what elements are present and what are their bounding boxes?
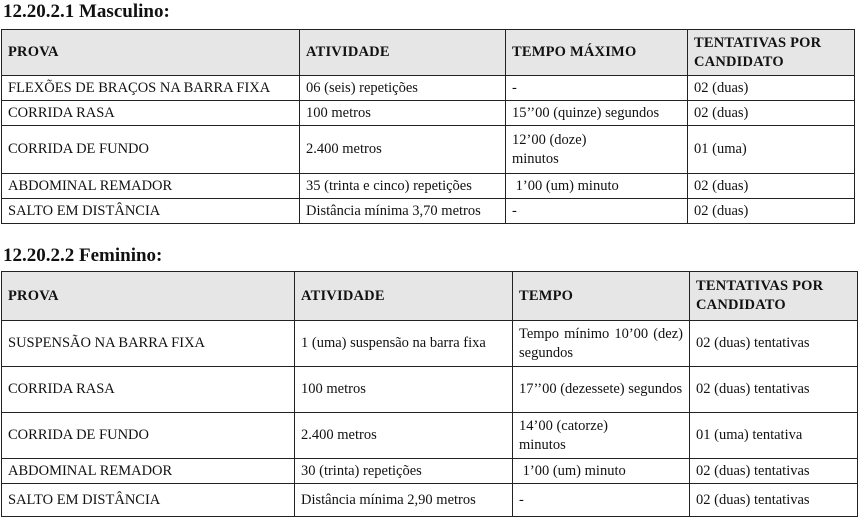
cell-tentativas: 01 (uma) [688, 126, 855, 174]
cell-atividade: 100 metros [295, 367, 513, 413]
cell-atividade: 100 metros [300, 101, 506, 126]
cell-prova: CORRIDA DE FUNDO [2, 126, 300, 174]
table-row [2, 484, 858, 517]
cell-prova: FLEXÕES DE BRAÇOS NA BARRA FIXA [2, 76, 300, 101]
cell-prova: ABDOMINAL REMADOR [2, 459, 295, 484]
table-row [2, 126, 855, 174]
cell-tempo: - [506, 76, 688, 101]
cell-prova: SUSPENSÃO NA BARRA FIXA [2, 321, 295, 367]
table-row [2, 459, 858, 484]
table-feminino [1, 271, 858, 517]
cell-atividade: 2.400 metros [295, 413, 513, 459]
cell-atividade: 1 (uma) suspensão na barra fixa [295, 321, 513, 367]
cell-tentativas: 01 (uma) tentativa [690, 413, 858, 459]
cell-tentativas: 02 (duas) [688, 199, 855, 224]
header-tentativas: TENTATIVAS POR CANDIDATO [690, 272, 858, 321]
cell-prova: CORRIDA RASA [2, 101, 300, 126]
cell-prova: SALTO EM DISTÂNCIA [2, 484, 295, 517]
cell-tentativas: 02 (duas) tentativas [690, 484, 858, 517]
table-header-row [2, 30, 855, 76]
cell-atividade: 2.400 metros [300, 126, 506, 174]
cell-tempo: - [513, 484, 690, 517]
cell-tentativas: 02 (duas) [688, 101, 855, 126]
cell-tempo: 1’00 (um) minuto [513, 459, 690, 484]
cell-tentativas: 02 (duas) tentativas [690, 367, 858, 413]
cell-prova: SALTO EM DISTÂNCIA [2, 199, 300, 224]
cell-atividade: Distância mínima 2,90 metros [295, 484, 513, 517]
table-row [2, 76, 855, 101]
cell-prova: ABDOMINAL REMADOR [2, 174, 300, 199]
cell-tempo: - [506, 199, 688, 224]
cell-tempo: 1’00 (um) minuto [506, 174, 688, 199]
cell-atividade: 30 (trinta) repetições [295, 459, 513, 484]
cell-tentativas: 02 (duas) tentativas [690, 459, 858, 484]
header-atividade: ATIVIDADE [300, 30, 506, 76]
cell-tentativas: 02 (duas) [688, 174, 855, 199]
cell-atividade: Distância mínima 3,70 metros [300, 199, 506, 224]
cell-tempo: 17’’00 (dezessete) segundos [513, 367, 690, 413]
cell-tempo: 15’’00 (quinze) segundos [506, 101, 688, 126]
table-row [2, 101, 855, 126]
table-row [2, 321, 858, 367]
header-tempo: TEMPO [513, 272, 690, 321]
header-tempo-maximo: TEMPO MÁXIMO [506, 30, 688, 76]
table-row [2, 174, 855, 199]
header-tentativas: TENTATIVAS POR CANDIDATO [688, 30, 855, 76]
cell-tentativas: 02 (duas) [688, 76, 855, 101]
cell-prova: CORRIDA DE FUNDO [2, 413, 295, 459]
header-atividade: ATIVIDADE [295, 272, 513, 321]
table-row [2, 367, 858, 413]
table-row [2, 199, 855, 224]
cell-tempo: 12’00 (doze) minutos [506, 126, 688, 174]
cell-atividade: 35 (trinta e cinco) repetições [300, 174, 506, 199]
section-title-feminino: 12.20.2.2 Feminino: [3, 245, 163, 266]
header-prova: PROVA [2, 30, 300, 76]
cell-prova: CORRIDA RASA [2, 367, 295, 413]
section-title-masculino: 12.20.2.1 Masculino: [3, 1, 170, 22]
table-header-row [2, 272, 858, 321]
cell-atividade: 06 (seis) repetições [300, 76, 506, 101]
cell-tentativas: 02 (duas) tentativas [690, 321, 858, 367]
cell-tempo: Tempo mínimo 10’00 (dez) segundos [513, 321, 690, 367]
table-masculino [1, 29, 855, 224]
header-prova: PROVA [2, 272, 295, 321]
table-row [2, 413, 858, 459]
cell-tempo: 14’00 (catorze) minutos [513, 413, 690, 459]
